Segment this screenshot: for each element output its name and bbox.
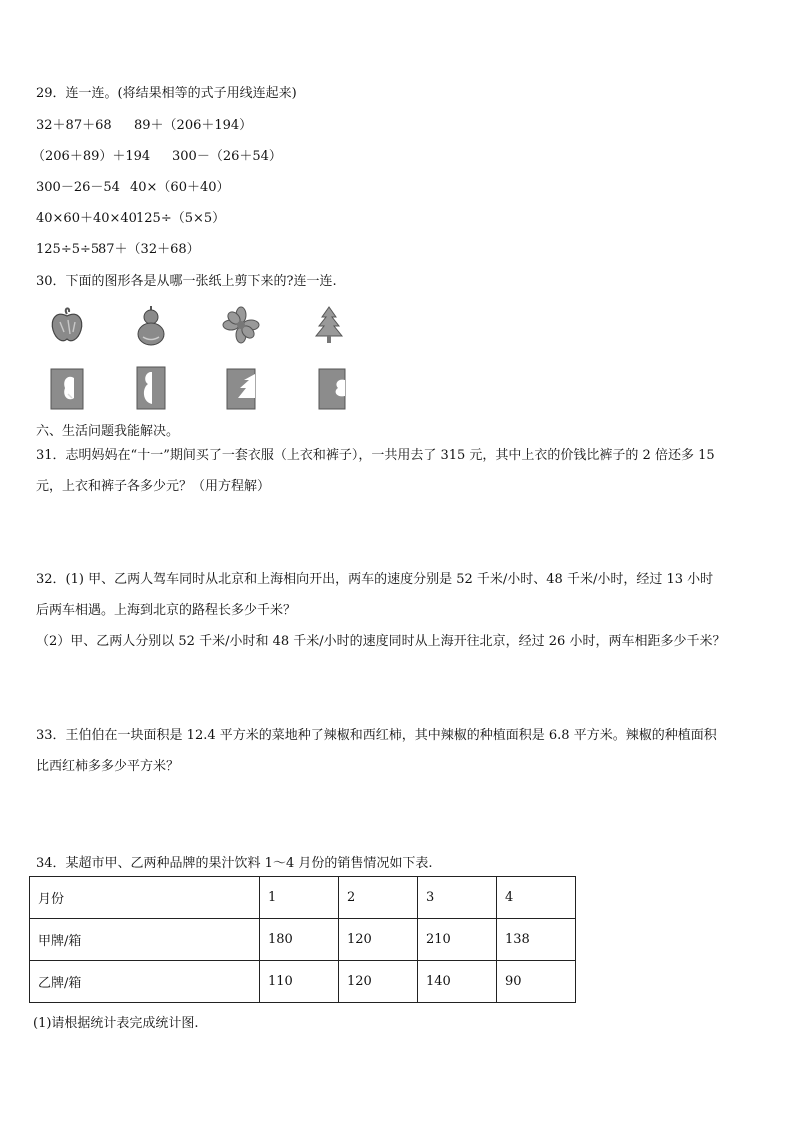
table-row: [30, 961, 576, 1003]
q32-line-2: 后两车相遇。上海到北京的路程长多少千米？: [36, 603, 297, 618]
flower-cutout-icon: [222, 306, 260, 344]
paper-tree-hole-icon: [226, 368, 256, 410]
table-header-cell: 2: [339, 877, 418, 919]
table-cell: 90: [497, 961, 576, 1003]
table-header-cell: 1: [260, 877, 339, 919]
table-cell: 140: [418, 961, 497, 1003]
q33-line-2: 比西红柿多多少平方米？: [36, 759, 180, 774]
table-cell: 甲牌/箱: [30, 919, 260, 961]
q34-sub-1: (1)请根据统计表完成统计图.: [33, 1016, 199, 1031]
q31-line-1: 31．志明妈妈在“十一”期间买了一套衣服（上衣和裤子），一共用去了 315 元，其中上衣的价钱比裤子的 2 倍还多 15: [36, 448, 715, 463]
q29-row-4: [36, 207, 225, 226]
q29-right-expr: 300－（26＋54）: [172, 149, 282, 164]
apple-cutout-icon: [48, 306, 86, 344]
q29-left-expr: 40×60＋40×40: [36, 211, 137, 226]
table-row: [30, 919, 576, 961]
paper-apple-hole-icon: [50, 368, 84, 410]
table-cell: 110: [260, 961, 339, 1003]
q29-row-5: [36, 238, 200, 257]
table-cell: 120: [339, 919, 418, 961]
sales-table: [29, 876, 576, 1003]
q29-left-expr: （206＋89）＋194: [32, 149, 151, 164]
table-cell: 乙牌/箱: [30, 961, 260, 1003]
q34-title: 34．某超市甲、乙两种品牌的果汁饮料 1～4 月份的销售情况如下表.: [36, 856, 433, 871]
table-cell: 180: [260, 919, 339, 961]
table-header-cell: 3: [418, 877, 497, 919]
q29-left-expr: 32＋87＋68: [36, 118, 112, 133]
q32-line-3: （2）甲、乙两人分别以 52 千米/小时和 48 千米/小时的速度同时从上海开往北京，经过 26 小时，两车相距多少千米？: [36, 634, 726, 649]
table-header-row: [30, 877, 576, 919]
q29-row-2: [32, 145, 282, 164]
q32-line-1: 32．(1) 甲、乙两人驾车同时从北京和上海相向开出，两车的速度分别是 52 千米/小时、48 千米/小时，经过 13 小时: [36, 572, 714, 587]
q29-left-expr: 125÷5÷5: [36, 242, 100, 257]
q29-left-expr: 300－26－54: [36, 180, 120, 195]
table-cell: 210: [418, 919, 497, 961]
q33-text: [36, 720, 758, 782]
q29-title: 29．连一连。(将结果相等的式子用线连起来): [36, 86, 297, 101]
table-header-cell: 月份: [30, 877, 260, 919]
q32-text: [36, 564, 758, 657]
q30-title: 30．下面的图形各是从哪一张纸上剪下来的?连一连.: [36, 274, 337, 289]
table-cell: 138: [497, 919, 576, 961]
q33-line-1: 33．王伯伯在一块面积是 12.4 平方米的菜地种了辣椒和西红柿，其中辣椒的种植面积是 6.8 平方米。辣椒的种植面积: [36, 728, 717, 743]
table-header-cell: 4: [497, 877, 576, 919]
gourd-cutout-icon: [134, 304, 168, 346]
q29-right-expr: 87＋（32＋68）: [98, 242, 200, 257]
q29-right-expr: 89＋（206＋194）: [134, 118, 253, 133]
section-6-title: 六、生活问题我能解决。: [36, 424, 180, 439]
q31-line-2: 元，上衣和裤子各多少元？（用方程解）: [36, 479, 271, 494]
q29-right-expr: 40×（60＋40）: [130, 180, 230, 195]
q29-right-expr: 125÷（5×5）: [136, 211, 226, 226]
table-cell: 120: [339, 961, 418, 1003]
q29-row-1: [36, 114, 252, 133]
paper-flower-hole-icon: [318, 368, 346, 410]
q31-text: [36, 440, 758, 502]
tree-cutout-icon: [314, 306, 344, 344]
q29-row-3: [36, 176, 230, 195]
paper-gourd-hole-icon: [136, 366, 166, 410]
